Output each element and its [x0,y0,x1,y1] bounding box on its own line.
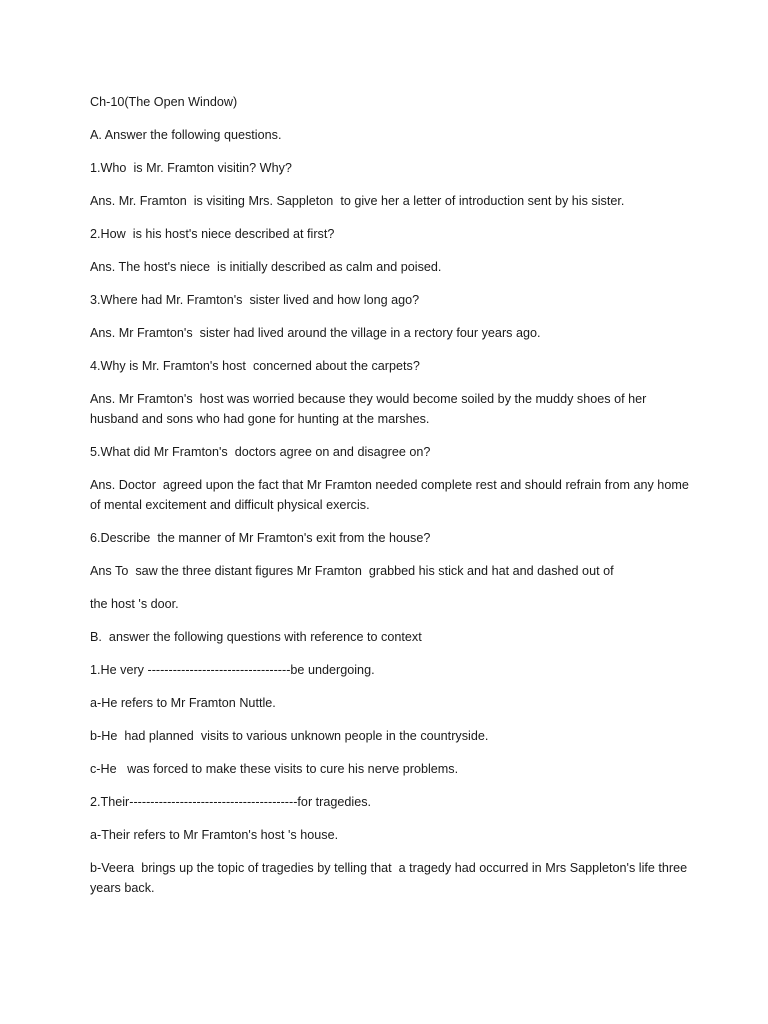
question-5: 5.What did Mr Framton's doctors agree on and disagree on? [90,445,431,459]
answer-1: Ans. Mr. Framton is visiting Mrs. Sappleton to give her a letter of introduction sent by his sister. [90,194,625,208]
context-question-1: 1.He very ----------------------------------be undergoing. [90,663,375,677]
question-3: 3.Where had Mr. Framton's sister lived and how long ago? [90,293,420,307]
answer-6-line-2: the host 's door. [90,597,179,611]
answer-3: Ans. Mr Framton's sister had lived around the village in a rectory four years ago. [90,326,541,340]
question-1: 1.Who is Mr. Framton visitin? Why? [90,161,292,175]
context-answer-1b: b-He had planned visits to various unknown people in the countryside. [90,729,489,743]
context-question-2: 2.Their----------------------------------------for tragedies. [90,795,372,809]
context-answer-1a: a-He refers to Mr Framton Nuttle. [90,696,276,710]
answer-6-line-1: Ans To saw the three distant figures Mr Framton grabbed his stick and hat and dashed out of [90,564,614,578]
answer-5: Ans. Doctor agreed upon the fact that Mr Framton needed complete rest and should refrain from any home of mental excitement and difficult physical exercis. [90,478,693,512]
section-a-heading: A. Answer the following questions. [90,128,282,142]
question-6: 6.Describe the manner of Mr Framton's exit from the house? [90,531,431,545]
answer-2: Ans. The host's niece is initially described as calm and poised. [90,260,442,274]
chapter-title: Ch-10(The Open Window) [90,95,238,109]
section-b-heading: B. answer the following questions with reference to context [90,630,422,644]
context-answer-2a: a-Their refers to Mr Framton's host 's house. [90,828,339,842]
question-2: 2.How is his host's niece described at first? [90,227,335,241]
document-page [90,92,693,911]
answer-4: Ans. Mr Framton's host was worried because they would become soiled by the muddy shoes of her husband and sons who had gone for hunting at the marshes. [90,392,650,426]
question-4: 4.Why is Mr. Framton's host concerned about the carpets? [90,359,420,373]
context-answer-1c: c-He was forced to make these visits to cure his nerve problems. [90,762,459,776]
context-answer-2b: b-Veera brings up the topic of tragedies by telling that a tragedy had occurred in Mrs Sappleton's life three years back. [90,861,691,895]
